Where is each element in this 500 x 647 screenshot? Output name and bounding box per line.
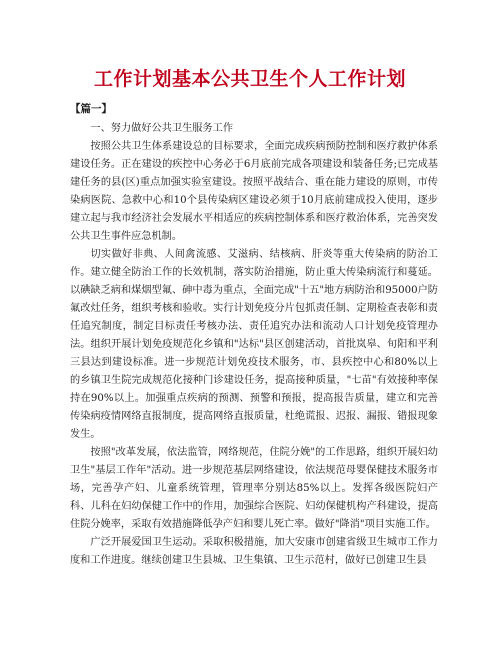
section-label: 【篇一】 [70,103,112,115]
paragraph: 切实做好非典、人间禽流感、艾滋病、结核病、肝炎等重大传染病的防治工作。建立健全防治工作的长效机制，落实防治措施，防止重大传染病流行和蔓延。以碘缺乏病和煤烟型氟、砷中毒为重点，全面完成"十五"地方病防治和95000户防氟改灶任务，组织考核和验收。实行计划免疫分片包抓责任制、定期检查表彰和责任追究制度，制定目标责任考核办法、责任追究办法和流动人口计划免疫管理办法。组织开展计划免疫规范化乡镇和"达标"县区创建活动，首批岚皋、旬阳和平利三县达到建设标准。进一步规范计划免疫技术服务，市、县疾控中心和80%以上的乡镇卫生院完成规范化接种门诊建设任务，提高接种质量，"七苗"有效接种率保持在90%以上。加强重点疾病的预测、预警和预报，提高报告质量，建立和完善传染病疫情网络直报制度，提高网络直报质量，杜绝谎报、迟报、漏报、错报现象发生。 [70,249,438,440]
paragraph: 按照公共卫生体系建设总的目标要求，全面完成疾病预防控制和医疗救护体系建设任务。正在建设的疾控中心务必于6月底前完成各项建设和装备任务;已完成基建任务的县(区)重点加强实验室建设。按照平战结合、重在能力建设的原则，市传染病医院、急救中心和10个县传染病区建设必须于10月底前建成投入使用，逐步建立起与我市经济社会发展水平相适应的疾病控制体系和医疗救治体系，完善突发公共卫生事件应急机制。 [70,141,438,242]
document-body [70,120,438,570]
section-heading: 一、努力做好公共卫生服务工作 [90,123,234,134]
document-title: 工作计划基本公共卫生个人工作计划 [93,68,406,90]
paragraph: 按照"改革发展，依法监管，网络规范，住院分娩"的工作思路，组织开展妇幼卫生"基层工作年"活动。进一步规范基层网络建设，依法规范母婴保健技术服务市场，完善孕产妇、儿童系统管理，管理率分别达85%以上。发挥各级医院妇产科、儿科在妇幼保健工作中的作用，加强综合医院、妇幼保健机构产科建设，提高住院分娩率，采取有效措施降低孕产妇和婴儿死亡率。做好"降消"项目实施工作。 [70,447,438,530]
paragraph: 广泛开展爱国卫生运动。采取积极措施，加大安康市创建省级卫生城市工作力度和工作进度。继续创建卫生县城、卫生集镇、卫生示范村，做好已创建卫生县 [70,537,438,566]
